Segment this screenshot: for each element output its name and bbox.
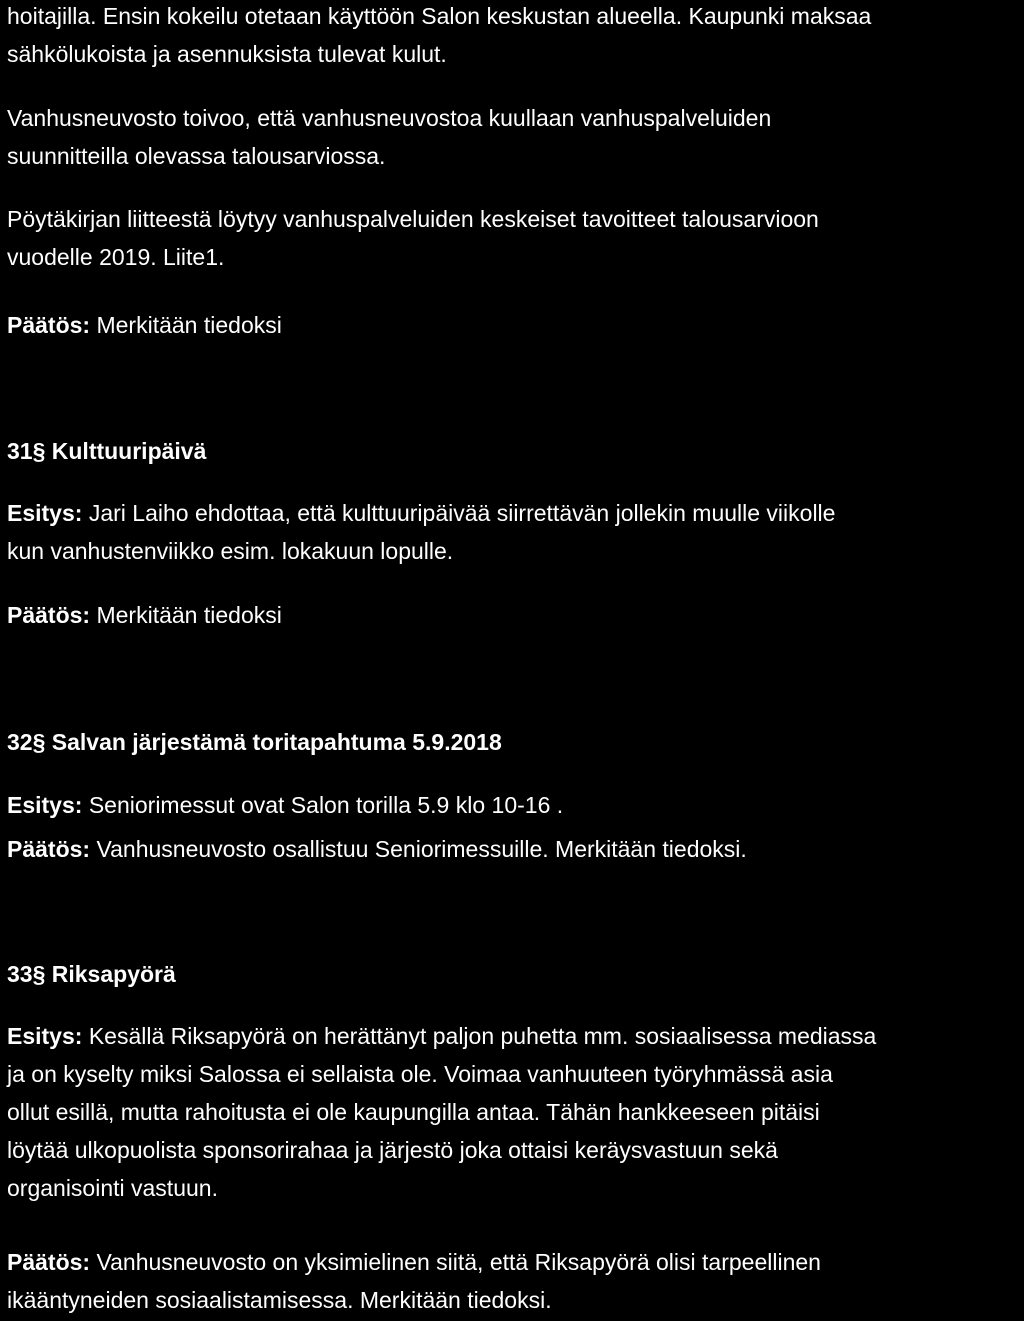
section-31-proposal [7, 494, 1008, 570]
section-32-proposal [7, 786, 1008, 824]
proposal-line: organisointi vastuun. [7, 1175, 218, 1201]
decision-paragraph [7, 306, 1008, 344]
proposal-label: Esitys: [7, 500, 83, 526]
decision-label: Päätös: [7, 312, 91, 338]
section-31-decision [7, 596, 1008, 634]
council-budget-line: Vanhusneuvosto toivoo, että vanhusneuvostoa kuullaan vanhuspalveluiden [7, 105, 772, 131]
proposal-label: Esitys: [7, 1023, 83, 1049]
section-33-proposal [7, 1017, 1008, 1207]
council-budget-paragraph [7, 99, 1008, 175]
attachment-note-line: vuodelle 2019. Liite1. [7, 244, 225, 270]
proposal-line: Kesällä Riksapyörä on herättänyt paljon puhetta mm. sosiaalisessa mediassa [88, 1023, 877, 1049]
proposal-label: Esitys: [7, 792, 83, 818]
decision-label: Päätös: [7, 836, 91, 862]
section-31-heading: 31§ Kulttuuripäivä [7, 438, 207, 464]
section-33-heading: 33§ Riksapyörä [7, 961, 176, 987]
proposal-line: ollut esillä, mutta rahoitusta ei ole kaupungilla antaa. Tähän hankkeeseen pitäisi [7, 1099, 820, 1125]
decision-label: Päätös: [7, 1249, 91, 1275]
intro-paragraph [7, 0, 1008, 73]
section-32-decision [7, 830, 1008, 868]
decision-text: Vanhusneuvosto osallistuu Seniorimessuille. Merkitään tiedoksi. [96, 836, 747, 862]
attachment-note-paragraph [7, 200, 1008, 276]
intro-line: sähkölukoista ja asennuksista tulevat kulut. [7, 41, 447, 67]
decision-line: Vanhusneuvosto on yksimielinen siitä, että Riksapyörä olisi tarpeellinen [96, 1249, 821, 1275]
proposal-text: Seniorimessut ovat Salon torilla 5.9 klo 10-16 . [88, 792, 564, 818]
attachment-note-line: Pöytäkirjan liitteestä löytyy vanhuspalveluiden keskeiset tavoitteet talousarvioon [7, 206, 819, 232]
decision-text: Merkitään tiedoksi [96, 602, 282, 628]
section-32-heading: 32§ Salvan järjestämä toritapahtuma 5.9.2018 [7, 729, 502, 755]
proposal-line: kun vanhustenviikko esim. lokakuun lopulle. [7, 538, 454, 564]
intro-line: hoitajilla. Ensin kokeilu otetaan käyttöön Salon keskustan alueella. Kaupunki maksaa [7, 3, 872, 29]
decision-text: Merkitään tiedoksi [96, 312, 282, 338]
section-33-decision [7, 1243, 1008, 1319]
council-budget-line: suunnitteilla olevassa talousarviossa. [7, 143, 386, 169]
proposal-line: ja on kyselty miksi Salossa ei sellaista ole. Voimaa vanhuuteen työryhmässä asia [7, 1061, 833, 1087]
decision-label: Päätös: [7, 602, 91, 628]
proposal-line: löytää ulkopuolista sponsorirahaa ja järjestö joka ottaisi keräysvastuun sekä [7, 1137, 778, 1163]
decision-line: ikääntyneiden sosiaalistamisessa. Merkitään tiedoksi. [7, 1287, 552, 1313]
proposal-line: Jari Laiho ehdottaa, että kulttuuripäivää siirrettävän jollekin muulle viikolle [88, 500, 836, 526]
